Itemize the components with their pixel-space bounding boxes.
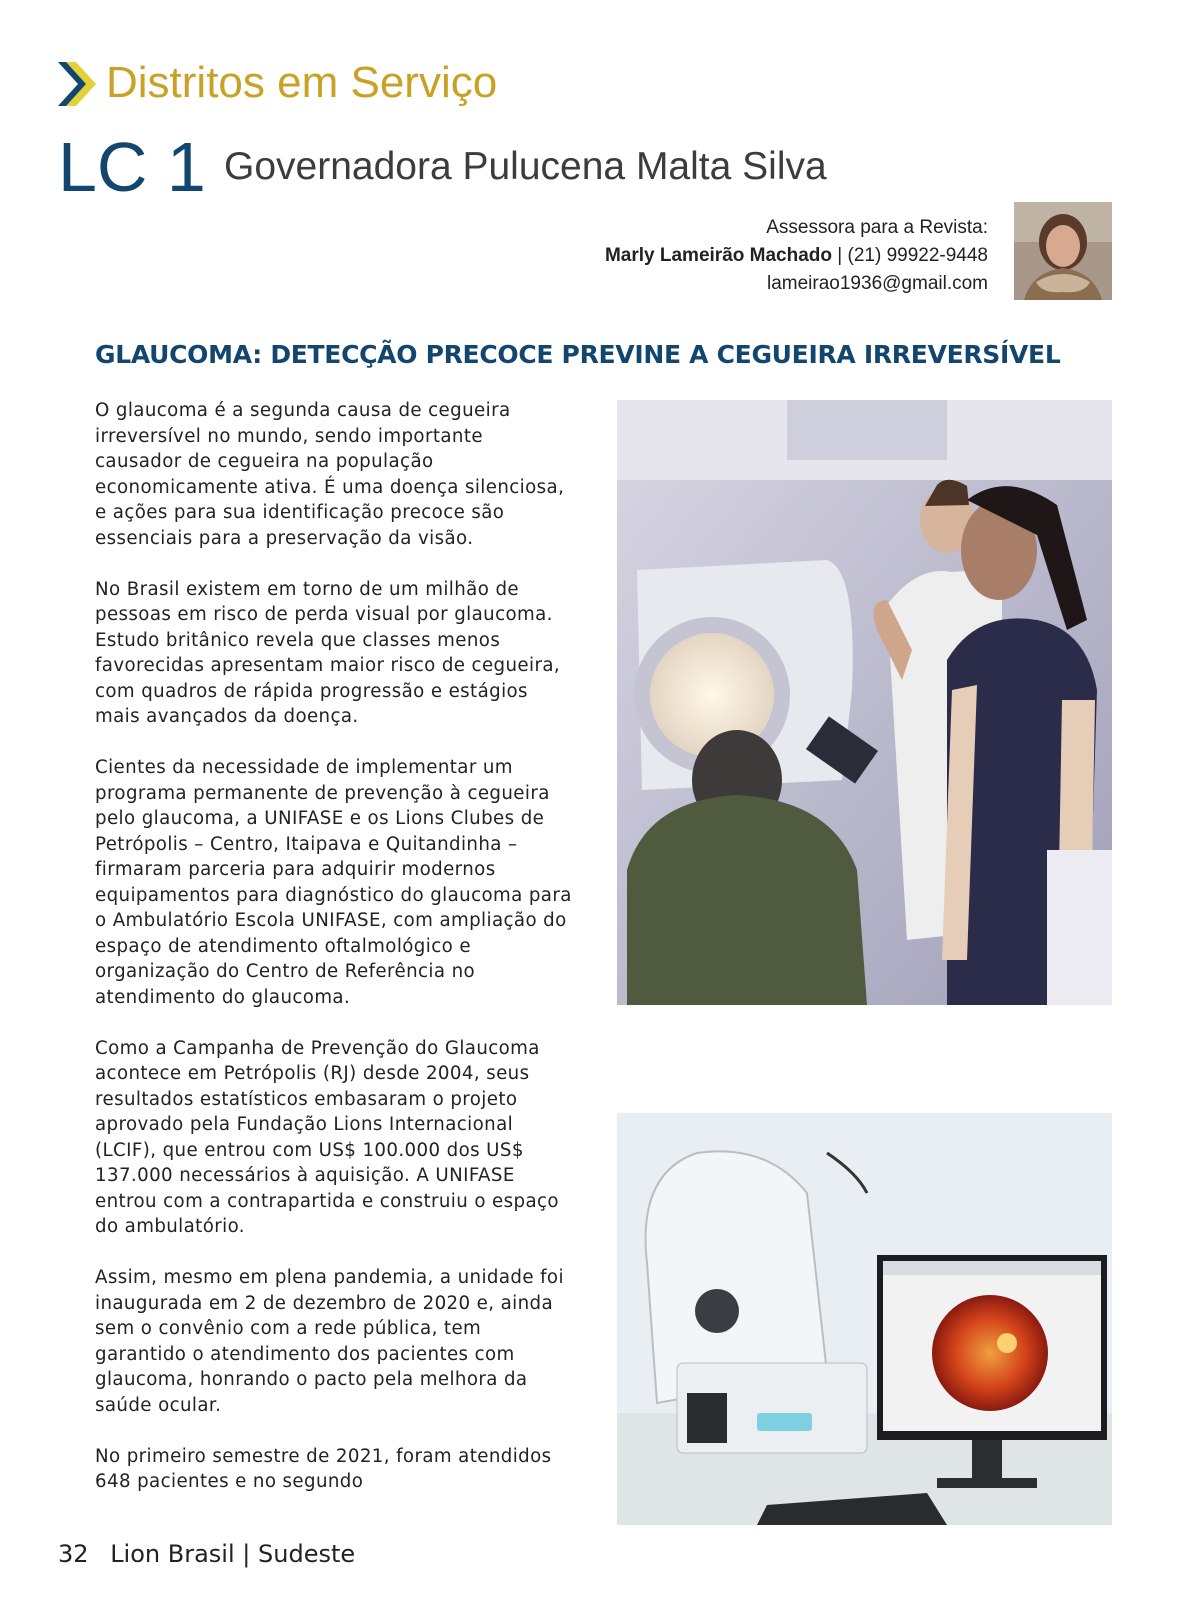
section-arrow-icon [58,62,100,106]
page-footer [58,1540,355,1568]
district-code: LC 1 [58,128,206,206]
contact-phone: (21) 99922-9448 [847,245,988,266]
footer-separator: | [242,1540,251,1568]
photo-retinal-camera [617,1113,1112,1525]
contact-block [605,214,988,298]
contact-email: lameirao1936@gmail.com [767,273,988,294]
page-number: 32 [58,1540,89,1568]
edition-name: Sudeste [258,1540,356,1568]
article-paragraph: Assim, mesmo em plena pandemia, a unidade foi inaugurada em 2 de dezembro de 2020 e, ainda sem o convênio com a rede pública, tem garantido o atendimento dos pacientes com glaucoma, honrando o pacto pela melhora da saúde ocular. [95,1267,564,1416]
article-title: GLAUCOMA: DETECÇÃO PRECOCE PREVINE A CEGUEIRA IRREVERSÍVEL [95,340,1061,369]
article-paragraph: Cientes da necessidade de implementar um programa permanente de prevenção à cegueira pelo glaucoma, a UNIFASE e os Lions Clubes de Petrópolis – Centro, Itaipava e Quitandinha – firmaram parceria para adquirir modernos equipamentos para diagnóstico do glaucoma para o Ambulatório Escola UNIFASE, com ampliação do espaço de atendimento oftalmológico e organização do Centro de Referência no atendimento do glaucoma. [95,757,572,1008]
section-title: Distritos em Serviço [106,58,498,107]
article-paragraph: O glaucoma é a segunda causa de cegueira irreversível no mundo, sendo importante causador de cegueira na população economicamente ativa. É uma doença silenciosa, e ações para sua identificação precoce são essenciais para a preservação da visão. [95,400,565,549]
article-body [95,398,575,1520]
advisor-portrait [1014,202,1112,300]
contact-separator: | [832,245,848,266]
governor-name: Governadora Pulucena Malta Silva [224,145,827,188]
photo-exam-room [617,400,1112,1005]
contact-name: Marly Lameirão Machado [604,245,832,266]
contact-role: Assessora para a Revista: [766,217,988,238]
publication-name: Lion Brasil [110,1540,235,1568]
article-paragraph: No Brasil existem em torno de um milhão de pessoas em risco de perda visual por glaucoma. Estudo britânico revela que classes menos favorecidas apresentam maior risco de cegueira, com quadros de rápida progressão e estágios mais avançados da doença. [95,578,561,727]
article-paragraph: Como a Campanha de Prevenção do Glaucoma acontece em Petrópolis (RJ) desde 2004, seus resultados estatísticos embasaram o projeto aprovado pela Fundação Lions Internacional (LCIF), que entrou com US$ 100.000 dos US$ 137.000 necessários à aquisição. A UNIFASE entrou com a contrapartida e construiu o espaço do ambulatório. [95,1037,559,1237]
contact-line [605,242,988,270]
article-paragraph: No primeiro semestre de 2021, foram atendidos 648 pacientes e no segundo [95,1445,552,1492]
